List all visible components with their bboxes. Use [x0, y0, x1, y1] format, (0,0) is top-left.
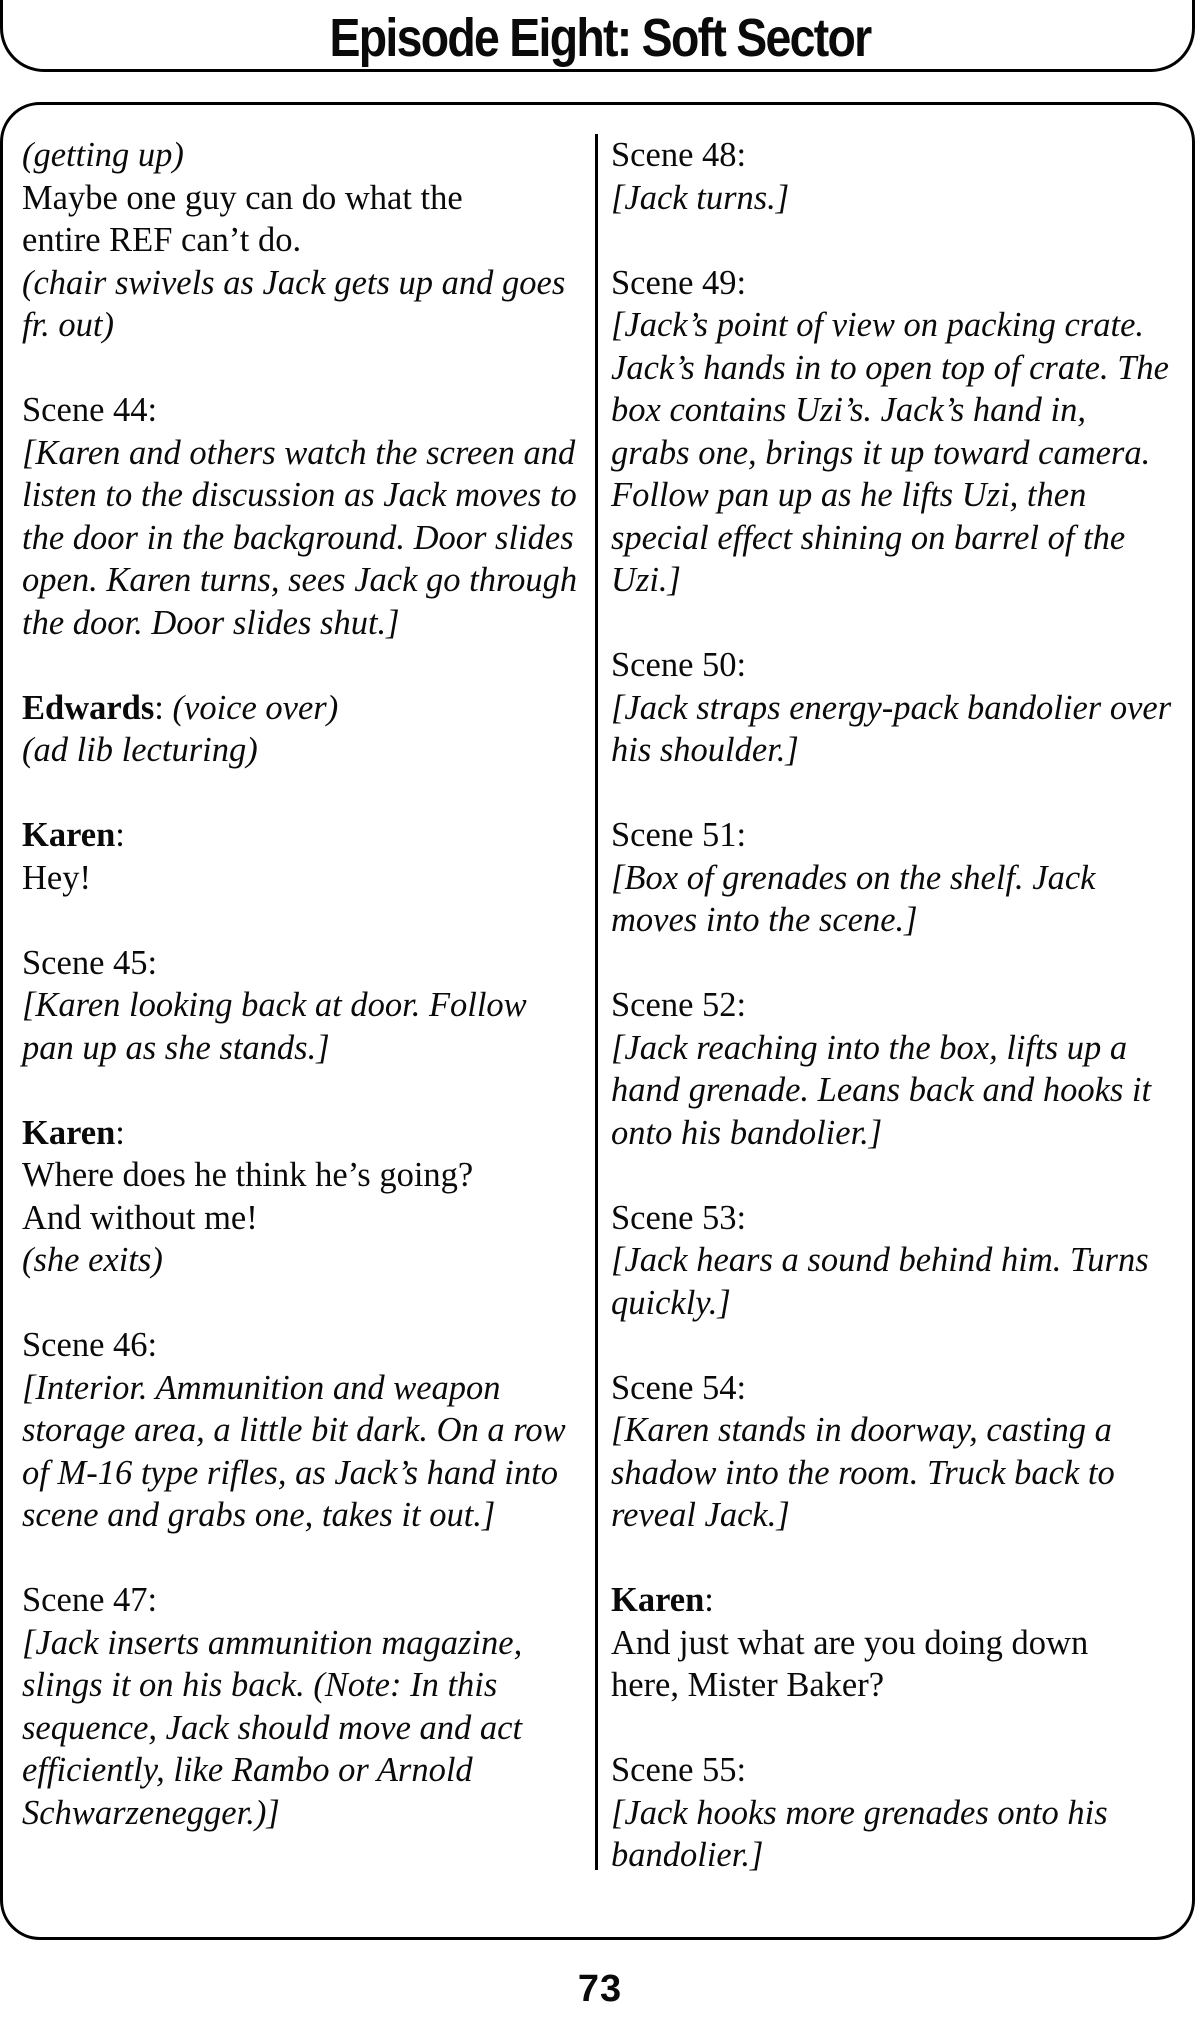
speaker-name: Karen: [22, 816, 116, 854]
direction-line: [Interior. Ammunition and weapon: [22, 1368, 501, 1407]
script-line: Scene 51:: [611, 816, 747, 854]
script-line: Scene 46:: [22, 1326, 158, 1364]
direction-line: quickly.]: [611, 1283, 731, 1322]
direction-line: pan up as she stands.]: [22, 1028, 330, 1067]
direction-line: the door. Door slides shut.]: [22, 603, 400, 642]
direction-line: reveal Jack.]: [611, 1496, 790, 1534]
script-line: And just what are you doing down: [611, 1623, 1089, 1662]
speaker-colon: :: [704, 1581, 714, 1619]
blank-line: [611, 1324, 1186, 1367]
blank-line: [611, 942, 1186, 985]
speaker-name: Edwards: [22, 688, 155, 727]
direction-line: storage area, a little bit dark. On a row: [22, 1411, 566, 1449]
speaker-colon: :: [115, 1113, 125, 1152]
blank-line: [611, 602, 1186, 645]
blank-line: [22, 347, 587, 390]
direction-line: [Jack turns.]: [611, 178, 790, 217]
direction-line: efficiently, like Rambo or Arnold: [22, 1751, 473, 1789]
script-line: And without me!: [22, 1198, 258, 1237]
direction-line: box contains Uzi’s. Jack’s hand in,: [611, 391, 1086, 429]
direction-line: moves into the scene.]: [611, 901, 918, 939]
script-line: Scene 52:: [611, 986, 747, 1024]
direction-line: [Jack’s point of view on packing crate.: [611, 306, 1145, 344]
direction-line: grabs one, brings it up toward camera.: [611, 433, 1151, 472]
blank-line: [611, 1154, 1186, 1197]
speaker-name: Karen: [22, 1113, 116, 1152]
blank-line: [22, 1069, 587, 1112]
direction-line: his shoulder.]: [611, 731, 799, 769]
blank-line: [22, 899, 587, 942]
script-line: Scene 55:: [611, 1751, 747, 1789]
direction-line: bandolier.]: [611, 1836, 764, 1874]
speaker-colon: :: [115, 816, 125, 854]
script-line: here, Mister Baker?: [611, 1666, 885, 1704]
direction-line: [Box of grenades on the shelf. Jack: [611, 858, 1096, 897]
direction-line: [Jack hooks more grenades onto his: [611, 1793, 1108, 1832]
direction-line: [Karen looking back at door. Follow: [22, 986, 527, 1024]
page-title: Episode Eight: Soft Sector: [329, 8, 871, 68]
direction-line: open. Karen turns, sees Jack go through: [22, 561, 578, 599]
blank-line: [611, 1707, 1186, 1750]
direction-line: (getting up): [22, 136, 184, 174]
blank-line: [22, 644, 587, 687]
script-line: Scene 47:: [22, 1581, 158, 1619]
direction-line: slings it on his back. (Note: In this: [22, 1666, 498, 1704]
parenthetical: (voice over): [163, 688, 339, 727]
script-line: Maybe one guy can do what the: [22, 178, 463, 217]
left-column: [22, 134, 587, 1834]
direction-line: [Karen stands in doorway, casting a: [611, 1411, 1112, 1449]
direction-line: [Jack hears a sound behind him. Turns: [611, 1241, 1149, 1279]
speaker-line: [22, 687, 587, 730]
blank-line: [611, 772, 1186, 815]
speaker-name: Karen: [611, 1581, 705, 1619]
script-line: entire REF can’t do.: [22, 221, 302, 259]
script-line: Scene 49:: [611, 263, 747, 302]
direction-line: shadow into the room. Truck back to: [611, 1453, 1115, 1492]
direction-line: scene and grabs one, takes it out.]: [22, 1496, 496, 1534]
speaker-line: [22, 814, 587, 857]
blank-line: [611, 219, 1186, 262]
direction-line: Uzi.]: [611, 561, 681, 599]
script-line: Scene 48:: [611, 136, 747, 174]
script-line: Scene 54:: [611, 1368, 747, 1407]
blank-line: [22, 1537, 587, 1580]
page-number: 73: [577, 1968, 623, 2010]
direction-line: (she exits): [22, 1241, 163, 1279]
direction-line: special effect shining on barrel of the: [611, 518, 1126, 557]
direction-line: Schwarzenegger.)]: [22, 1793, 280, 1832]
direction-line: [Jack inserts ammunition magazine,: [22, 1623, 523, 1662]
direction-line: Follow pan up as he lifts Uzi, then: [611, 476, 1087, 514]
script-line: Hey!: [22, 858, 91, 897]
blank-line: [22, 772, 587, 815]
direction-line: fr. out): [22, 306, 115, 344]
script-line: Where does he think he’s going?: [22, 1156, 474, 1194]
direction-line: [Jack reaching into the box, lifts up a: [611, 1028, 1128, 1067]
direction-line: the door in the background. Door slides: [22, 518, 574, 557]
direction-line: sequence, Jack should move and act: [22, 1708, 523, 1747]
direction-line: [Karen and others watch the screen and: [22, 433, 576, 472]
blank-line: [611, 1537, 1186, 1580]
speaker-line: [22, 1112, 587, 1155]
direction-line: Jack’s hands in to open top of crate. The: [611, 348, 1169, 387]
script-line: Scene 44:: [22, 391, 158, 429]
direction-line: hand grenade. Leans back and hooks it: [611, 1071, 1152, 1109]
right-column: [611, 134, 1186, 1877]
speaker-colon: :: [154, 688, 164, 727]
script-line: Scene 50:: [611, 646, 747, 684]
direction-line: of M-16 type rifles, as Jack’s hand into: [22, 1453, 558, 1492]
direction-line: [Jack straps energy-pack bandolier over: [611, 688, 1172, 727]
direction-line: listen to the discussion as Jack moves to: [22, 476, 577, 514]
direction-line: (ad lib lecturing): [22, 731, 258, 769]
column-divider: [595, 134, 598, 1870]
direction-line: onto his bandolier.]: [611, 1113, 883, 1152]
script-line: Scene 53:: [611, 1198, 747, 1237]
blank-line: [22, 1282, 587, 1325]
speaker-line: [611, 1579, 1186, 1622]
direction-line: (chair swivels as Jack gets up and goes: [22, 263, 566, 302]
script-line: Scene 45:: [22, 943, 158, 982]
